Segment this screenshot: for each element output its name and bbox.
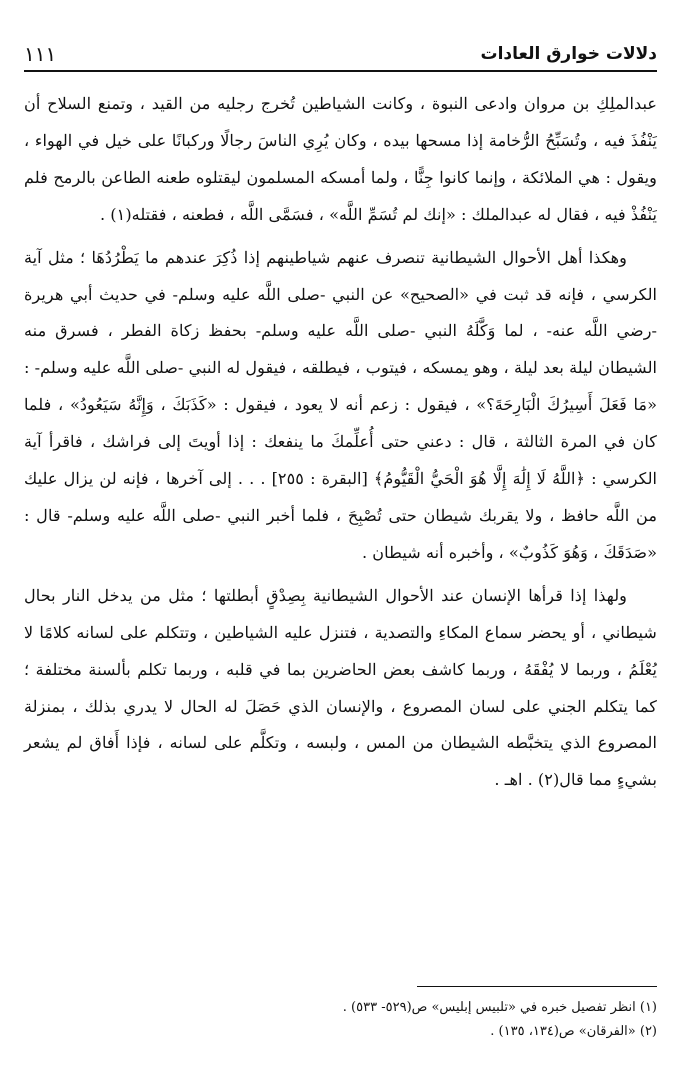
footnote-separator	[417, 986, 657, 987]
paragraph: وهكذا أهل الأحوال الشيطانية تنصرف عنهم شياطينهم إذا ذُكِرَ عندهم ما يَطْرُدُهَا ؛ مثل آية الكرسي ، فإنه قد ثبت في «الصحيح» عن النبي -صلى اللَّه عليه وسلم- في حديث أبي هريرة -رضي اللَّه عنه- ، لما وَكَّلَهُ النبي -صلى اللَّه عليه وسلم- بحفظ زكاة الفطر ، فسرق منه الشيطان ليلة بعد ليلة ، وهو يمسكه ، فيتوب ، فيطلقه ، فيقول له النبي -صلى اللَّه عليه وسلم- : «مَا فَعَلَ أَسِيرُكَ الْبَارِحَةَ؟» ، فيقول : زعم أنه لا يعود ، فيقول : «كَذَبَكَ ، وَإِنَّهُ سَيَعُودُ» ، فلما كان في المرة الثالثة ، قال : دعني حتى أُعلِّمكَ ما ينفعك : إذا أويتَ إلى فراشك ، فاقرأ آية الكرسي : ﴿اللَّهُ لَا إِلَٰهَ إِلَّا هُوَ الْحَيُّ الْقَيُّومُ﴾ [البقرة : ٢٥٥] . . . إلى آخرها ، فإنه لن يزال عليك من اللَّه حافظ ، ولا يقربك شيطان حتى تُصْبِحَ ، فلما أخبر النبي -صلى اللَّه عليه وسلم- قال : «صَدَقَكَ ، وَهُوَ كَذُوبٌ» ، وأخبره أنه شيطان .	[24, 247, 658, 562]
paragraph: ولهذا إذا قرأها الإنسان عند الأحوال الشيطانية بِصِدْقٍ أبطلتها ؛ مثل من يدخل النار بحال شيطاني ، أو يحضر سماع المكاءِ والتصدية ، فتنزل عليه الشياطين ، وتتكلم على لسانه كلامًا لا يُعْلَمُ ، وربما لا يُفْقَهُ ، وربما كاشف بعض الحاضرين بما في قلبه ، وربما تكلم بألسنة مختلفة ؛ كما يتكلم الجني على لسان المصروع ، والإنسان الذي حَصَلَ له الحال لا يدري بذلك ، بمنزلة المصروع الذي يتخبَّطه الشيطان من المس ، ولبسه ، وتكلَّم على لسانه ، فإذا أَفاق لم يشعر بشيءٍ مما قال(٢) . اهـ .	[24, 585, 657, 790]
main-text	[24, 86, 657, 799]
footnotes	[24, 996, 657, 1044]
footnote: (٢) «الفرقان» ص(١٣٤، ١٣٥) .	[490, 1024, 657, 1039]
running-title: دلالات خوارق العادات	[480, 44, 657, 64]
footnote: (١) انظر تفصيل خبره في «تلبيس إبليس» ص(٥٢٩- ٥٣٣) .	[342, 1000, 657, 1015]
paragraph: عبدالملِكِ بن مروان وادعى النبوة ، وكانت الشياطين تُخرج رجليه من القيد ، وتمنع السلاح أن يَنْفُذَ فيه ، وتُسَبِّحُ الرُّخامة إذا مسحها بيده ، وكان يُرِي الناسَ رجالًا وركبانًا على خيل في الهواء ، ويقول : هي الملائكة ، وإنما كانوا جِنًّا ، ولما أمسكه المسلمون ليقتلوه طعنه الطاعن بالرمح فلم يَنْفُذْ فيه ، فقال له عبدالملك : «إنك لم تُسَمِّ اللَّه» ، فسَمَّى اللَّه ، فطعنه ، فقتله(١) .	[24, 94, 657, 224]
page-header	[24, 34, 657, 72]
page-number: ١١١	[24, 42, 57, 66]
